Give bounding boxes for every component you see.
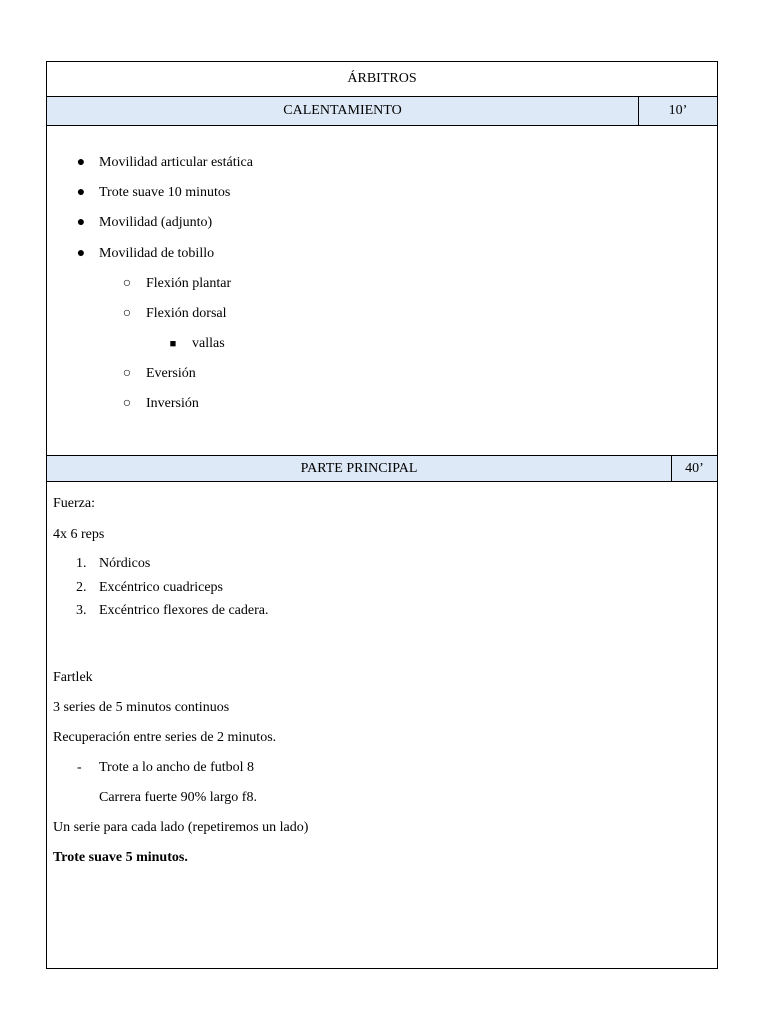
warmup-header [47, 97, 717, 126]
bullet-hollow-circle-icon: ○ [122, 396, 132, 411]
fartlek-label: Fartlek [53, 670, 93, 685]
strength-label: Fuerza: [53, 496, 95, 511]
main-part-time-cell [671, 456, 717, 481]
warmup-item: Movilidad (adjunto) [99, 215, 213, 230]
warmup-item: Movilidad articular estática [99, 155, 253, 170]
list-number: 1. [76, 556, 87, 571]
strength-item: Excéntrico flexores de cadera. [99, 603, 269, 618]
warmup-time: 10’ [668, 103, 688, 118]
sheet-title-row [47, 62, 717, 97]
warmup-title-cell [47, 97, 638, 125]
fartlek-series: 3 series de 5 minutos continuos [53, 700, 230, 715]
main-part-time: 40’ [685, 460, 704, 476]
warmup-body [47, 126, 717, 455]
warmup-subitem: Eversión [146, 366, 196, 381]
bullet-hollow-circle-icon: ○ [122, 306, 132, 321]
strength-item: Nórdicos [99, 556, 151, 571]
main-part-body [47, 482, 717, 968]
list-number: 2. [76, 580, 87, 595]
warmup-subitem: Inversión [146, 396, 199, 411]
warmup-item: Movilidad de tobillo [99, 246, 215, 261]
fartlek-item: Trote a lo ancho de futbol 8 [99, 760, 255, 775]
session-sheet [46, 61, 718, 969]
bullet-filled-circle-icon: ● [76, 185, 86, 200]
main-part-header [47, 455, 717, 482]
dash-bullet: - [77, 760, 82, 775]
warmup-subsubitem: vallas [192, 336, 225, 351]
warmup-subitem: Flexión plantar [146, 276, 232, 291]
fartlek-side-note: Un serie para cada lado (repetiremos un lado) [53, 820, 309, 835]
sheet-title: ÁRBITROS [347, 71, 417, 86]
warmup-item: Trote suave 10 minutos [99, 185, 231, 200]
bullet-square-icon: ■ [169, 338, 177, 350]
warmup-title: CALENTAMIENTO [283, 103, 402, 118]
main-part-title: PARTE PRINCIPAL [300, 460, 418, 476]
strength-item: Excéntrico cuadriceps [99, 580, 223, 595]
cooldown-note: Trote suave 5 minutos. [53, 850, 188, 865]
bullet-filled-circle-icon: ● [76, 246, 86, 261]
warmup-time-cell [638, 97, 717, 125]
strength-sets: 4x 6 reps [53, 527, 105, 542]
bullet-hollow-circle-icon: ○ [122, 276, 132, 291]
main-part-title-cell [47, 456, 671, 481]
bullet-filled-circle-icon: ● [76, 215, 86, 230]
fartlek-recovery: Recuperación entre series de 2 minutos. [53, 730, 277, 745]
warmup-subitem: Flexión dorsal [146, 306, 227, 321]
list-number: 3. [76, 603, 87, 618]
fartlek-item: Carrera fuerte 90% largo f8. [99, 790, 257, 805]
bullet-filled-circle-icon: ● [76, 155, 86, 170]
bullet-hollow-circle-icon: ○ [122, 366, 132, 381]
